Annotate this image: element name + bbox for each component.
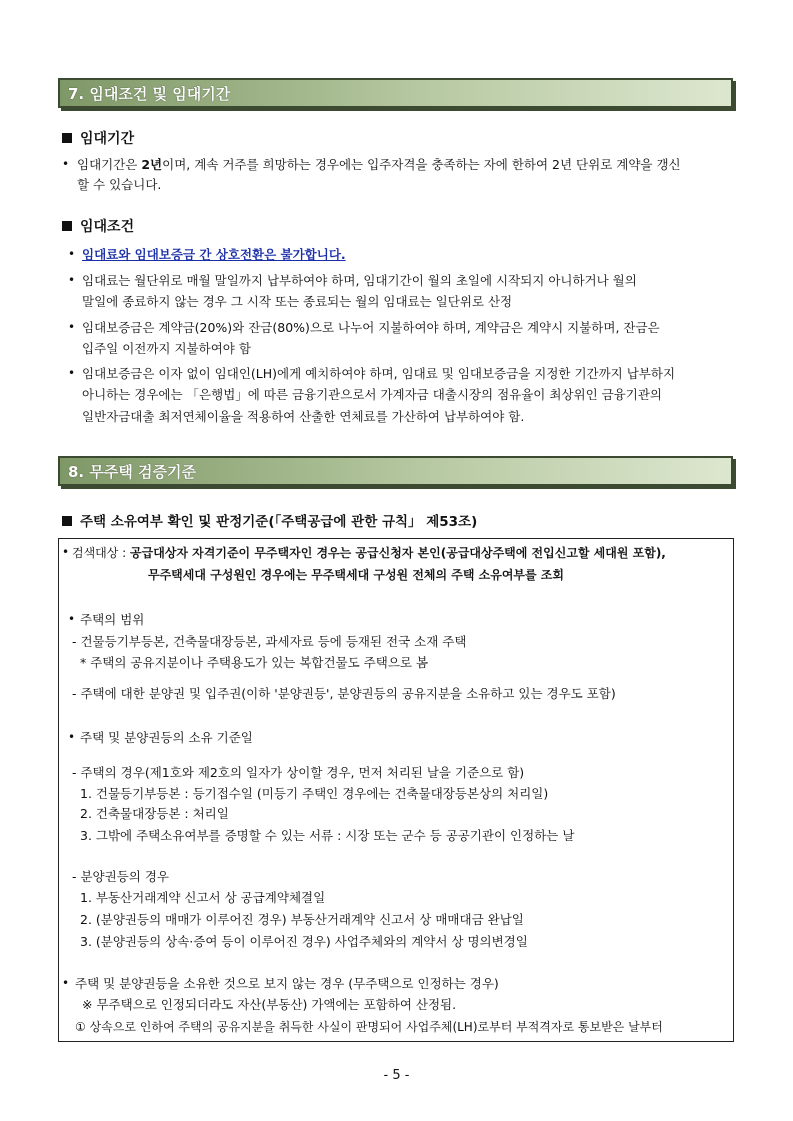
scope-item-1-note: * 주택의 공유지분이나 주택용도가 있는 복합건물도 주택으로 봄 — [80, 655, 429, 670]
interest-condition-line-2: 아니하는 경우에는 「은행법」에 따른 금융기관으로서 가계자금 대출시장의 점유율이 최상위인 금융기관의 — [82, 387, 662, 402]
period-line-2: 할 수 있습니다. — [77, 177, 162, 192]
search-target-line-2: 무주택세대 구성원인 경우에는 무주택세대 구성원 전체의 주택 소유여부를 조회 — [148, 568, 564, 582]
square-bullet-icon — [62, 516, 72, 526]
section-8-title: 8. 무주택 검증기준 — [68, 463, 197, 481]
right-case-item-2: 2. (분양권등의 매매가 이루어진 경우) 부동산거래계약 신고서 상 매매대금 완납일 — [80, 912, 524, 927]
house-case-title: - 주택의 경우(제1호와 제2호의 일자가 상이할 경우, 먼저 처리된 날을 기준으로 함) — [72, 765, 525, 780]
section-8-header — [58, 456, 733, 486]
no-conversion-notice: 임대료와 임대보증금 간 상호전환은 불가합니다. — [82, 247, 346, 262]
bullet-dot-icon: • — [62, 976, 70, 990]
deposit-condition-line-1: 임대보증금은 계약금(20%)와 잔금(80%)으로 나누어 지불하여야 하며, 계약금은 계약시 지불하며, 잔금은 — [82, 320, 660, 335]
house-case-item-3: 3. 그밖에 주택소유여부를 증명할 수 있는 서류 : 시장 또는 군수 등 공공기관이 인정하는 날 — [80, 828, 575, 843]
scope-item-1: - 건물등기부등본, 건축물대장등본, 과세자료 등에 등재된 전국 소재 주택 — [72, 634, 467, 649]
deposit-condition-line-2: 입주일 이전까지 지불하여야 함 — [82, 341, 251, 356]
exempt-title: 주택 및 분양권등을 소유한 것으로 보지 않는 경우 (무주택으로 인정하는 경우) — [75, 976, 499, 991]
right-case-item-3: 3. (분양권등의 상속·증여 등이 이루어진 경우) 사업주체와의 계약서 상 명의변경일 — [80, 934, 528, 949]
bullet-dot-icon: • — [68, 273, 76, 287]
bullet-dot-icon: • — [68, 247, 76, 261]
ownership-criteria-heading: 주택 소유여부 확인 및 판정기준(「주택공급에 관한 규칙」 제53조) — [62, 510, 477, 530]
scope-item-2: - 주택에 대한 분양권 및 입주권(이하 '분양권등', 분양권등의 공유지분을 소유하고 있는 경우도 포함) — [72, 686, 616, 701]
basis-date-title: 주택 및 분양권등의 소유 기준일 — [80, 730, 253, 745]
interest-condition-line-1: 임대보증금은 이자 없이 임대인(LH)에게 예치하여야 하며, 임대료 및 임대보증금을 지정한 기간까지 납부하지 — [82, 366, 676, 381]
exempt-note: ※ 무주택으로 인정되더라도 자산(부동산) 가액에는 포함하여 산정됨. — [82, 997, 457, 1012]
section-7-title: 7. 임대조건 및 임대기간 — [68, 85, 231, 103]
bullet-dot-icon: • — [62, 545, 70, 559]
rent-condition-line-2: 말일에 종료하지 않는 경우 그 시작 또는 종료되는 월의 임대료는 일단위로 산정 — [82, 294, 513, 309]
bullet-dot-icon: • — [68, 320, 76, 334]
bullet-dot-icon: • — [68, 366, 76, 380]
square-bullet-icon — [62, 133, 72, 143]
section-7-header — [58, 78, 733, 108]
interest-condition-line-3: 일반자금대출 최저연체이율을 적용하여 산출한 연체료를 가산하여 납부하여야 함. — [82, 409, 525, 424]
house-case-item-1: 1. 건물등기부등본 : 등기접수일 (미등기 주택인 경우에는 건축물대장등본상의 처리일) — [80, 786, 549, 801]
search-target-line-1: 검색대상 : 공급대상자 자격기준이 무주택자인 경우는 공급신청자 본인(공급대상주택에 전입신고할 세대원 포함), — [72, 546, 666, 560]
exempt-item-1: ① 상속으로 인하여 주택의 공유지분을 취득한 사실이 판명되어 사업주체(LH)로부터 부적격자로 통보받은 날부터 — [75, 1020, 663, 1034]
square-bullet-icon — [62, 221, 72, 231]
bullet-dot-icon: • — [68, 730, 76, 744]
bullet-dot-icon: • — [62, 157, 70, 171]
house-case-item-2: 2. 건축물대장등본 : 처리일 — [80, 806, 229, 821]
bullet-dot-icon: • — [68, 612, 76, 626]
period-line-1: 임대기간은 2년이며, 계속 거주를 희망하는 경우에는 입주자격을 충족하는 자에 한하여 2년 단위로 계약을 갱신 — [77, 157, 681, 172]
period-heading: 임대기간 — [62, 128, 134, 148]
scope-title: 주택의 범위 — [80, 612, 145, 627]
rent-condition-line-1: 임대료는 월단위로 매월 말일까지 납부하여야 하며, 임대기간이 월의 초일에 시작되지 아니하거나 월의 — [82, 273, 637, 288]
conditions-heading: 임대조건 — [62, 216, 134, 236]
right-case-item-1: 1. 부동산거래계약 신고서 상 공급계약체결일 — [80, 890, 326, 905]
right-case-title: - 분양권등의 경우 — [72, 869, 169, 884]
page-number: - 5 - — [383, 1068, 410, 1083]
